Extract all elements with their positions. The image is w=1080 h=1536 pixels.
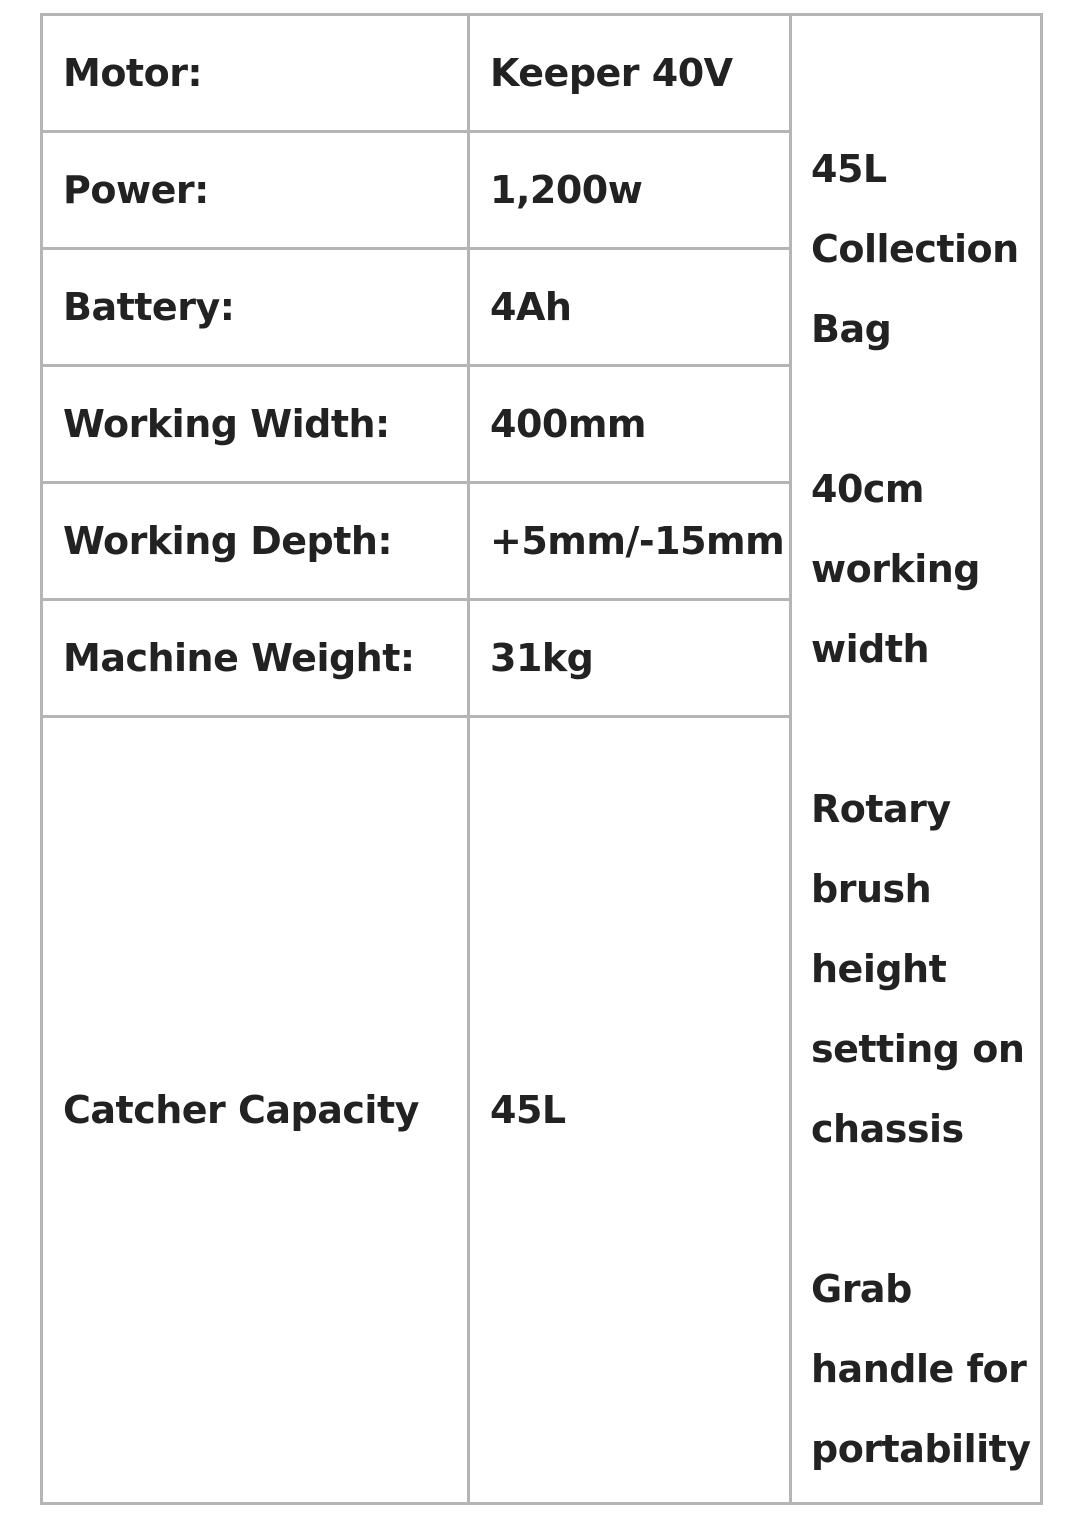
spec-label: Motor:: [42, 15, 469, 132]
spec-value: 31kg: [469, 600, 791, 717]
spec-value: +5mm/-15mm: [469, 483, 791, 600]
spec-label: Power:: [42, 132, 469, 249]
features-cell: [791, 15, 1042, 1504]
spec-label: Battery:: [42, 249, 469, 366]
feature-brush-height: Rotary brush height setting on chassis: [811, 787, 1025, 1151]
spec-row-motor: [42, 15, 1042, 132]
spec-value: 1,200w: [469, 132, 791, 249]
feature-working-width: 40cm working width: [811, 467, 981, 671]
spec-value: Keeper 40V: [469, 15, 791, 132]
spec-label: Working Width:: [42, 366, 469, 483]
spec-value: 4Ah: [469, 249, 791, 366]
spec-value: 45L: [469, 717, 791, 1504]
feature-grab-handle: Grab handle for portability: [811, 1267, 1031, 1471]
spec-value: 400mm: [469, 366, 791, 483]
spec-label: Catcher Capacity: [42, 717, 469, 1504]
spec-label: Machine Weight:: [42, 600, 469, 717]
spec-label: Working Depth:: [42, 483, 469, 600]
spec-table: [40, 13, 1043, 1505]
feature-collection-bag: 45L Collection Bag: [811, 147, 1019, 351]
